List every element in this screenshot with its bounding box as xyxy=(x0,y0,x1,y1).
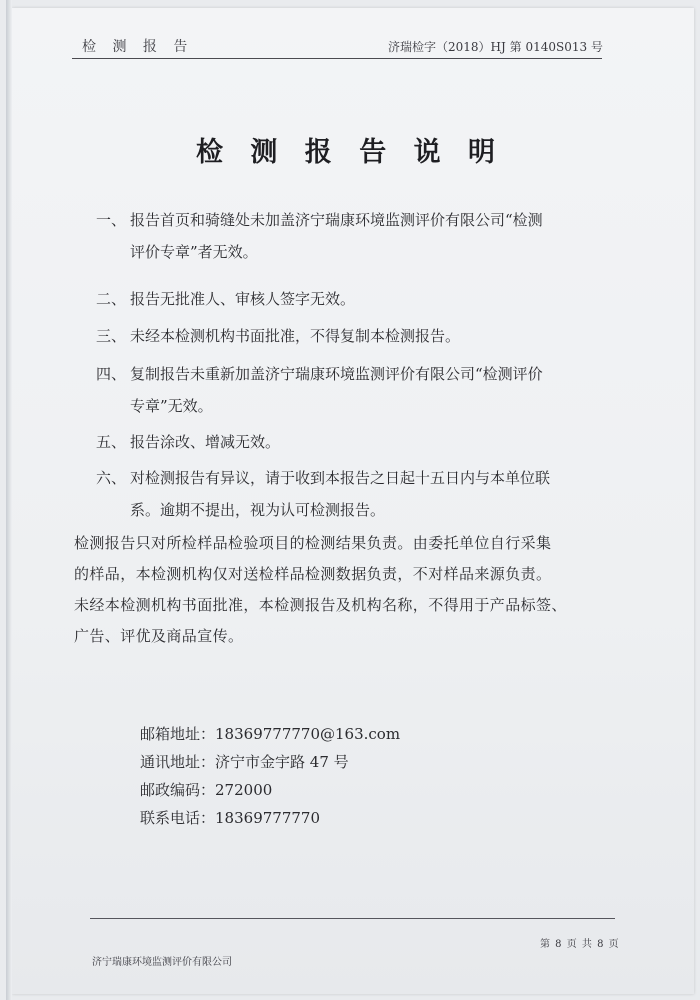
list-item-text: 报告无批准人、审核人签字无效。 xyxy=(130,290,356,308)
list-item-5 xyxy=(96,426,626,458)
postcode-value: 272000 xyxy=(215,781,273,799)
list-item-number: 三、 xyxy=(96,327,127,345)
email-label: 邮箱地址： xyxy=(140,725,216,743)
list-item-text-cont: 评价专章”者无效。 xyxy=(130,243,258,261)
list-item-number: 一、 xyxy=(96,211,127,229)
contact-info xyxy=(140,720,400,832)
address-label: 通讯地址： xyxy=(140,753,216,771)
list-item-text-cont: 专章”无效。 xyxy=(130,397,213,415)
list-item-text: 报告涂改、增减无效。 xyxy=(130,433,281,451)
list-item-number: 四、 xyxy=(96,365,127,383)
list-item-number: 六、 xyxy=(96,469,127,487)
footer-company: 济宁瑞康环境监测评价有限公司 xyxy=(92,957,232,968)
footer-divider xyxy=(90,918,615,919)
paragraph-line: 的样品，本检测机构仅对送检样品检测数据负责，不对样品来源负责。 xyxy=(74,565,552,583)
page-number: 第 8 页 共 8 页 xyxy=(540,939,620,950)
list-item-text: 复制报告未重新加盖济宁瑞康环境监测评价有限公司“检测评价 xyxy=(130,365,543,383)
header-report-number: 济瑞检字（2018）HJ 第 0140S013 号 xyxy=(388,40,603,54)
postcode-label: 邮政编码： xyxy=(140,781,216,799)
list-item-number: 五、 xyxy=(96,433,127,451)
header-divider xyxy=(72,58,602,59)
page-title: 检 测 报 告 说 明 xyxy=(196,137,504,168)
list-item-text: 对检测报告有异议，请于收到本报告之日起十五日内与本单位联 xyxy=(130,469,551,487)
list-item-text: 未经本检测机构书面批准，不得复制本检测报告。 xyxy=(130,327,461,345)
phone-value: 18369777770 xyxy=(215,809,320,827)
list-item-3 xyxy=(96,320,626,352)
list-item-1 xyxy=(96,204,626,268)
header-doc-type: 检 测 报 告 xyxy=(82,39,194,55)
phone-label: 联系电话： xyxy=(140,809,216,827)
paragraph-line: 未经本检测机构书面批准，本检测报告及机构名称，不得用于产品标签、 xyxy=(74,596,567,614)
paragraph-line: 广告、评优及商品宣传。 xyxy=(74,627,244,645)
paragraph-line: 检测报告只对所检样品检验项目的检测结果负责。由委托单位自行采集 xyxy=(74,534,552,552)
email-value: 18369777770@163.com xyxy=(215,725,401,743)
disclaimer-paragraph xyxy=(74,528,634,652)
list-item-2 xyxy=(96,283,626,315)
list-item-6 xyxy=(96,462,626,526)
address-value: 济宁市金宇路 47 号 xyxy=(215,753,349,771)
list-item-4 xyxy=(96,358,626,422)
list-item-text-cont: 系。逾期不提出，视为认可检测报告。 xyxy=(130,501,386,519)
list-item-text: 报告首页和骑缝处未加盖济宁瑞康环境监测评价有限公司“检测 xyxy=(130,211,543,229)
list-item-number: 二、 xyxy=(96,290,127,308)
